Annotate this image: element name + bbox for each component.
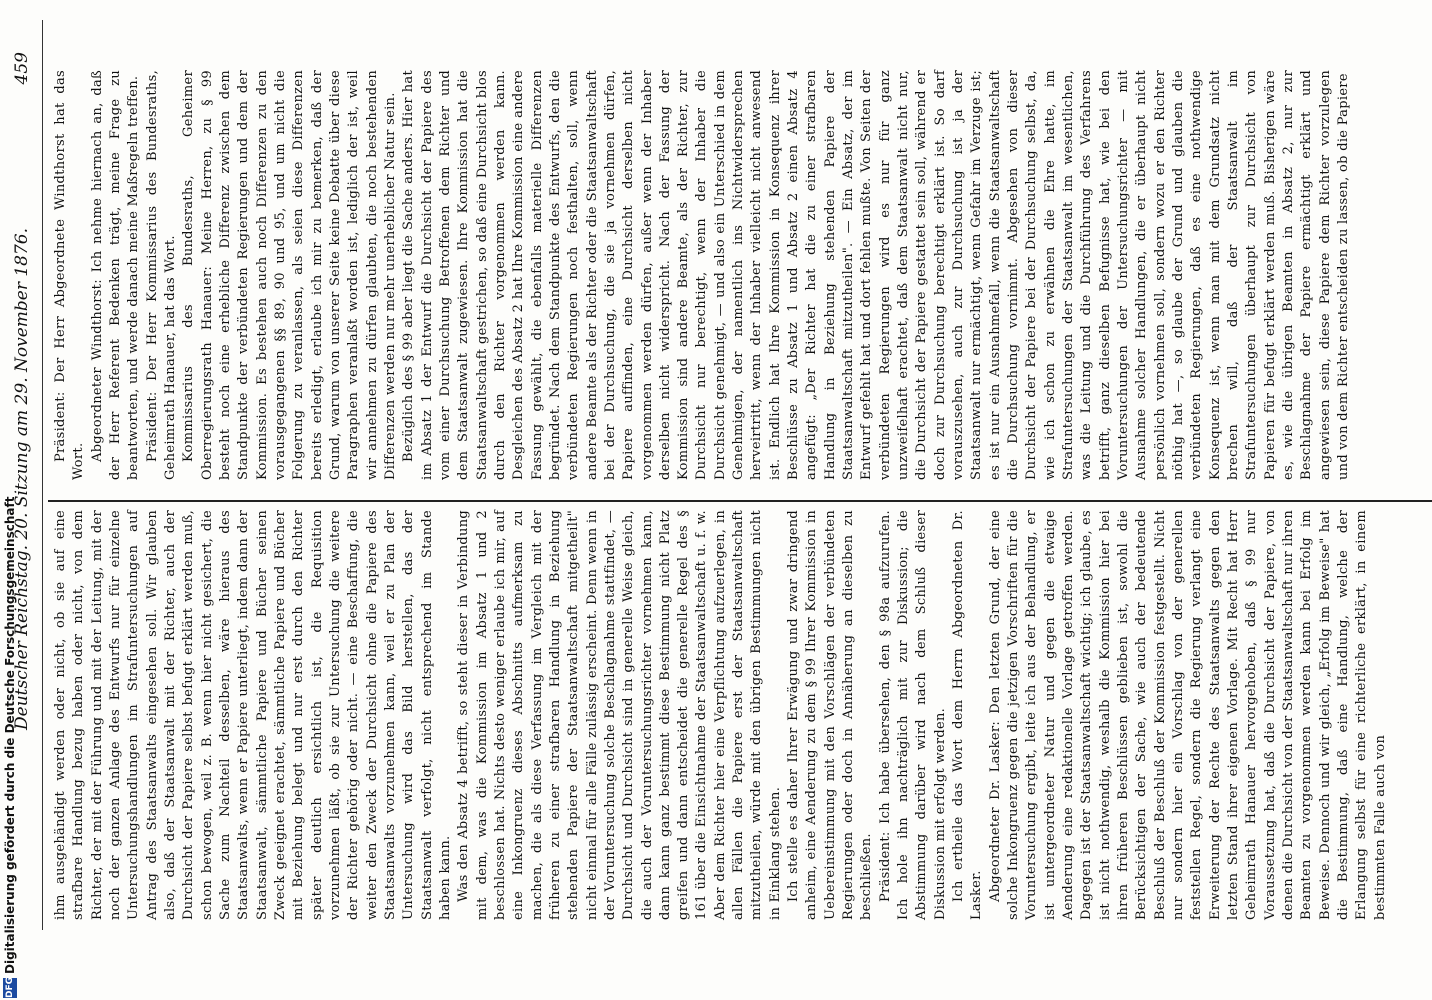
paragraph: Ich stelle es daher Ihrer Erwägung und zwar dringend anheim, eine Aenderung zu dem § 99 Ihrer Kommission in Uebereinstimmung mit den Vorschlägen der verbündeten Regierungen oder doch in Annäherung an dieselben zu beschließen.: [786, 510, 875, 920]
paragraph: Präsident: Der Herr Kommissarius des Bundesraths, Geheimrath Hanauer, hat das Wort.: [144, 70, 178, 480]
paragraph: Abgeordneter Dr. Lasker: Den letzten Grund, der eine solche Inkongruenz gegen die jetzigen Vorschriften für die Voruntersuchung ergibt, leite ich aus der Behandlung, er ist untergeordneter Natur und gegen die etwaige Aenderung eine redaktionelle Vorlage getroffen werden. Dagegen ist der Staatsanwaltschaft wichtig; ich glaube, es ist nicht nothwendig, weshalb die Kommission hier bei ihren früheren Beschlüssen geblieben ist, sowohl die Berücksichtigen der Sache, wie auch der bedeutende Beschluß der Beschluß der Kommission festgestellt. Nicht nur sondern hier ein Vorschlag von der generellen feststellen Regel, sondern die Regierung verlangt eine Erweiterung der Rechte des Staatsanwalts gegen den letzten Stand ihrer eigenen Vorlage. Mit Recht hat Herr Geheimrath Hanauer hervorgehoben, daß § 99 nur Voraussetzung hat, daß die Durchsicht der Papiere, von denen die Durchsicht von der Staatsanwaltschaft nur ihren Beamten zu vorgenommen werden kann bei Erfolg im Beweise. Dennoch und wir gleich, „Erfolg im Beweise" hat die Bestimmung, daß eine Handlung, welche der Erlangung selbst für eine richterliche erklärt, in einem bestimmten Falle auch von: [987, 510, 1388, 920]
digitization-credit: Digitalisierung gefördert durch die Deutsche Forschungsgemeinschaft: [3, 496, 17, 974]
paragraph: Präsident: Der Herr Abgeordnete Windthorst hat das Wort.: [53, 70, 87, 480]
paragraph: Abgeordneter Windthorst: Ich nehme hiernach an, daß der Herr Referent Bedenken trägt, meine Frage zu beantworten, und werde danach meine Maßregeln treffen.: [89, 70, 142, 480]
paragraph: ihm ausgehändigt werden oder nicht, ob sie auf eine strafbare Handlung bezug haben oder nicht, von dem Richter, der mit der Führung und mit der Leitung, mit der noch der ganzen Anlage des Entwurfs nur für einzelne Untersuchungshandlungen im Strafuntersuchungen auf Antrag des Staatsanwalts eingesehen soll. Wir glauben also, daß der Staatsanwalt mit der Richter, auch der Durchsicht der Papiere selbst befugt erklärt werden muß, schon bewogen, weil z. B. wenn hier nicht gesichert, die Sache zum Nachteil desselben, wäre hieraus des Staatsanwalts, wenn er Papiere unterliegt, indem dann der Staatsanwalt, sämmtliche Papiere und Bücher seinen Zweck geeignet erachtet, sämmtliche Papiere und Bücher mit Beziehung belegt und nur erst durch den Richter später deutlich ersichtlich ist, die Requisition vorzunehmen läßt, ob sie zur Untersuchung die weitere der Richter gehörig oder nicht. — eine Beschaffung, die weiter den Zweck der Durchsicht ohne die Papiere des Staatsanwalts vorzunehmen kann, weil er zu Plan der Untersuchung wird das Bild herstellen, das der Staatsanwalt verfolgt, nicht entsprechend im Stande haben kann.: [53, 510, 453, 920]
paragraph: Präsident: Ich habe übersehen, den § 98a aufzurufen. Ich hole ihn nachträglich mit zur Diskussion; die Abstimmung darüber wird nach dem Schluß dieser Diskussion mit erfolgt werden.: [877, 510, 948, 920]
page-number: 459: [12, 52, 32, 85]
paragraph: Ich ertheile das Wort dem Herrn Abgeordneten Dr. Lasker.: [951, 510, 985, 920]
paragraph: Kommissarius des Bundesraths, Geheimer Oberregierungsrath Hanauer: Meine Herren, zu § 99 besteht noch eine erhebliche Differenz zwischen dem Standpunkte der verbündeten Regierungen und dem der Kommission. Es bestehen auch noch Differenzen zu den vorausgegangenen §§ 89, 90 und 95, und um nicht die Folgerung zu veranlassen, als seien diese Differenzen bereits erledigt, erlaube ich mir zu bemerken, daß der Grund, warum von unserer Seite keine Debatte über diese Paragraphen veranlaßt worden ist, lediglich der ist, weil wir annehmen zu dürfen glaubten, die noch bestehenden Differenzen werden nur mehr unerheblicher Natur sein.: [181, 70, 398, 480]
left-column: [52, 510, 1390, 920]
column-divider: [48, 500, 1432, 502]
running-title: Deutscher Reichstag. 20. Sitzung am 29. November 1876.: [12, 227, 32, 730]
header-rule: [42, 20, 43, 930]
paragraph: Was den Absatz 4 betrifft, so steht dieser in Verbindung mit dem, was die Kommission im Absatz 1 und 2 beschlossen hat. Nichts desto weniger erlaube ich mir, auf eine Inkongruenz dieses Abschnitts aufmerksam zu machen, die als diese Verfassung im Vergleich mit der früheren zu einer strafbaren Handlung in Beziehung stehenden Papiere der Staatsanwaltschaft mitgetheilt" nicht einmal für alle Fälle zulässig erscheint. Denn wenn in der Voruntersuchung solche Beschlagnahme stattfindet, — Durchsicht und Durchsicht sind in generelle Weise gleich, die auch der Voruntersuchungsrichter vornehmen kann, dann kann ganz bestimmt diese Bestimmung nicht Platz greifen und dann entscheidet die generelle Regel des § 161 über die Einsichtnahme der Staatsanwaltschaft u. f. w. Aber dem Richter hier eine Verpflichtung aufzuerlegen, in allen Fällen die Papiere erst der Staatsanwaltschaft mitzutheilen, würde mit den übrigen Bestimmungen nicht in Einklang stehen.: [456, 510, 783, 920]
paragraph: Bezüglich des § 99 aber liegt die Sache anders. Hier hat im Absatz 1 der Entwurf die Durchsicht der Papiere des vom einer Durchsuchung Betroffenen dem Richter und dem Staatsanwalt zugewiesen. Ihre Kommission hat die Staatsanwaltschaft gestrichen, so daß eine Durchsicht blos durch den Richter vorgenommen werden kann. Desgleichen des Absatz 2 hat Ihre Kommission eine andere Fassung gewählt, die ebenfalls materielle Differenzen begründet. Nach dem Standpunkte des Entwurfs, den die verbündeten Regierungen noch festhalten, soll, wenn andere Beamte als der Richter oder die Staatsanwaltschaft bei der Durchsuchung, die sie ja vornehmen dürfen, Papiere auffinden, eine Durchsicht derselben nicht vorgenommen werden dürfen, außer wenn der Inhaber derselben nicht widerspricht. Nach der Fassung der Kommission sind andere Beamte, als der Richter, zur Durchsicht nur berechtigt, wenn der Inhaber die Durchsicht genehmigt, — und also ein Unterschied in dem Genehmigen, der namentlich ins Nichtwidersprechen herveirtritt, wenn der Inhaber vielleicht nicht anwesend ist. Endlich hat Ihre Kommission in Konsequenz ihrer Beschlüsse zu Absatz 1 und Absatz 2 einen Absatz 4 angefügt: „Der Richter hat die zu einer strafbaren Handlung in Beziehung stehenden Papiere der Staatsanwaltschaft mitzutheilen". — Ein Absatz, der im Entwurf gefehlt hat und dort fehlen mußte. Von Seiten der verbündeten Regierungen wird es nur für ganz unzweifelhaft erachtet, daß dem Staatsanwalt nicht nur, die Durchsicht der Papiere gestattet sein soll, während er doch zur Durchsuchung berechtigt erklärt ist. So darf vorauszusehen, auch zur Durchsuchung ist ja der Staatsanwalt nur ermächtigt, wenn Gefahr im Verzuge ist; es ist nur ein Ausnahmefall, wenn die Staatsanwaltschaft die Durchsuchung vornimmt. Abgesehen von dieser Durchsicht der Papiere bei der Durchsuchung selbst, da, wie ich schon zu erwähnen die Ehre hatte, im Strafuntersuchungen der Staatsanwalt im wesentlichen, was die Leitung und die Durchführung des Verfahrens betrifft, ganz dieselben Befugnisse hat, wie bei den Voruntersuchungen der Untersuchungsrichter — mit Ausnahme solcher Handlungen, die er überhaupt nicht persönlich vornehmen soll, sondern wozu er den Richter nöthig hat —, so glaube der Grund und glauben die verbündeten Regierungen, daß es eine nothwendige Konsequenz ist, wenn man mit dem Grundsatz nicht brechen will, daß der Staatsanwalt im Strafuntersuchungen überhaupt zur Durchsicht von Papieren für befugt erklärt werden muß. Bisherigen wäre es, wie die übrigen Beamten in Absatz 2, nur zur Beschlagnahme der Papiere ermächtigt erklärt und angewiesen sein, diese Papiere dem Richter vorzulegen und von dem Richter entscheiden zu lassen, ob die Papiere: [401, 70, 1351, 480]
dfg-logo: DFG: [5, 976, 15, 998]
digitization-note: [0, 0, 22, 1000]
right-column: [52, 70, 1353, 480]
